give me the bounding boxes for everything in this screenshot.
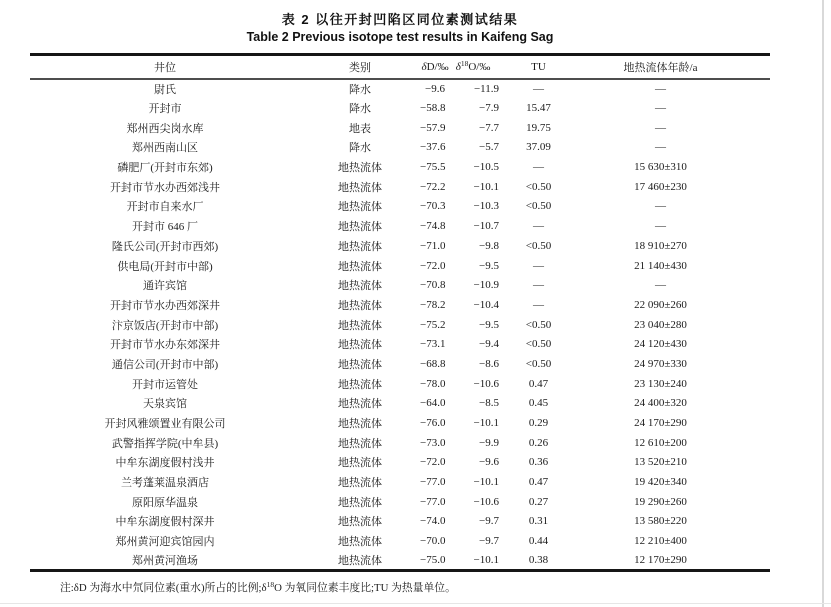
age-cell: — — [655, 102, 666, 115]
table-row — [30, 512, 770, 532]
tu-cell: — — [533, 220, 544, 233]
category-cell: 地热流体 — [338, 221, 382, 234]
tu-cell: — — [533, 259, 544, 272]
tu-cell: 0.36 — [528, 456, 549, 469]
age-cell: 22 090±260 — [634, 298, 687, 311]
page-edge-vertical-line — [822, 0, 824, 607]
delta-d-cell: −73.0 — [420, 436, 446, 449]
age-cell: 23 130±240 — [634, 377, 687, 390]
delta-d-cell: −75.5 — [420, 161, 446, 174]
category-cell: 地热流体 — [338, 496, 382, 509]
isotope-results-table — [30, 53, 770, 572]
tu-cell: 0.31 — [528, 515, 549, 528]
category-cell: 地热流体 — [338, 555, 382, 568]
age-cell: 21 140±430 — [634, 259, 687, 272]
tu-cell: 0.38 — [528, 554, 549, 567]
well-cell: 中牟东湖度假村浅井 — [115, 457, 215, 470]
tu-cell: 0.27 — [528, 495, 549, 508]
delta-o18-cell: −10.3 — [473, 200, 499, 213]
header-delta-d: δD/‰ — [420, 55, 450, 79]
header-delta-o18: $\delta^{18}O/‰$ — [450, 55, 502, 79]
delta-d-cell: −71.0 — [420, 239, 446, 252]
delta-o18-cell: −9.7 — [479, 515, 499, 528]
delta-d-cell: −68.8 — [420, 357, 446, 370]
well-cell: 通许宾馆 — [143, 280, 187, 293]
well-cell: 开封市自来水厂 — [126, 201, 204, 214]
delta-d-cell: −72.2 — [420, 180, 446, 193]
age-cell: — — [655, 279, 666, 292]
category-cell: 降水 — [349, 83, 371, 96]
delta-o18-cell: −9.8 — [479, 239, 499, 252]
table-row — [30, 295, 770, 315]
footnote-post: O 为氧同位素丰度比;TU 为热量单位。 — [274, 582, 456, 594]
delta-d-cell: −73.1 — [420, 338, 446, 351]
well-cell: 郑州西尖岗水库 — [126, 122, 204, 135]
delta-o18-cell: −5.7 — [479, 141, 499, 154]
tu-cell: <0.50 — [525, 318, 552, 331]
category-cell: 地热流体 — [338, 260, 382, 273]
delta-d-cell: −75.0 — [420, 554, 446, 567]
age-cell: 17 460±230 — [634, 180, 687, 193]
tu-cell: 0.26 — [528, 436, 549, 449]
delta-o18-cell: −8.6 — [479, 357, 499, 370]
table-header-row — [30, 55, 770, 79]
tu-cell: <0.50 — [525, 239, 552, 252]
category-cell: 地热流体 — [338, 201, 382, 214]
age-cell: 24 970±330 — [634, 357, 687, 370]
delta-d-cell: −77.0 — [420, 476, 446, 489]
delta-d-cell: −64.0 — [420, 397, 446, 410]
tu-cell: — — [533, 161, 544, 174]
tu-cell: <0.50 — [525, 357, 552, 370]
delta-d-cell: −74.0 — [420, 515, 446, 528]
delta-d-cell: −57.9 — [420, 121, 446, 134]
table-row — [30, 394, 770, 414]
table-row — [30, 275, 770, 295]
tu-cell: 0.45 — [528, 397, 549, 410]
delta-o18-cell: −9.7 — [479, 535, 499, 548]
category-cell: 地热流体 — [338, 536, 382, 549]
delta-d-cell: −75.2 — [420, 318, 446, 331]
category-cell: 地热流体 — [338, 477, 382, 490]
tu-cell: — — [533, 82, 544, 95]
delta-d-cell: −74.8 — [420, 220, 446, 233]
category-cell: 地表 — [349, 122, 371, 135]
well-cell: 隆氏公司(开封市西郊) — [111, 240, 219, 253]
delta-o18-cell: −7.9 — [479, 102, 499, 115]
delta-d-cell: −37.6 — [420, 141, 446, 154]
age-cell: — — [655, 121, 666, 134]
category-cell: 降水 — [349, 103, 371, 116]
age-cell: 24 400±320 — [634, 397, 687, 410]
category-cell: 地热流体 — [338, 339, 382, 352]
table-row — [30, 472, 770, 492]
delta-o18-cell: −10.5 — [473, 161, 499, 174]
page-edge-horizontal-line — [0, 603, 831, 604]
delta-d-cell: −70.8 — [420, 279, 446, 292]
delta-d-cell: −58.8 — [420, 102, 446, 115]
delta-o18-cell: −9.9 — [479, 436, 499, 449]
table-row — [30, 256, 770, 276]
footnote-superscript: 18 — [266, 580, 275, 589]
delta-o18-cell: −10.1 — [473, 476, 499, 489]
category-cell: 地热流体 — [338, 516, 382, 529]
table-body — [30, 79, 770, 571]
delta-o18-cell: −8.5 — [479, 397, 499, 410]
age-cell: — — [655, 82, 666, 95]
age-cell: — — [655, 220, 666, 233]
age-cell: 18 910±270 — [634, 239, 687, 252]
delta-d-cell: −72.0 — [420, 259, 446, 272]
category-cell: 地热流体 — [338, 437, 382, 450]
age-cell: 24 120±430 — [634, 338, 687, 351]
delta-d-cell: −76.0 — [420, 417, 446, 430]
footnote-pre: 注:δD 为海水中氘同位素(重水)所占的比例;δ — [60, 582, 267, 594]
delta-o18-cell: −10.4 — [473, 298, 499, 311]
tu-cell: — — [533, 279, 544, 292]
age-cell: 23 040±280 — [634, 318, 687, 331]
category-cell: 地热流体 — [338, 240, 382, 253]
tu-cell: 0.47 — [528, 377, 549, 390]
well-cell: 磷肥厂(开封市东郊) — [117, 162, 213, 175]
table-row — [30, 334, 770, 354]
tu-cell: <0.50 — [525, 180, 552, 193]
header-tu: TU — [502, 55, 575, 79]
table-footnote — [60, 580, 456, 595]
well-cell: 天泉宾馆 — [143, 398, 187, 411]
tu-cell: 0.47 — [528, 476, 549, 489]
delta-o18-cell: −9.4 — [479, 338, 499, 351]
delta-d-cell: −9.6 — [425, 82, 445, 95]
header-well: 井位 — [30, 55, 300, 79]
well-cell: 开封市节水办西郊浅井 — [110, 181, 220, 194]
tu-cell: 0.44 — [528, 535, 549, 548]
age-cell: — — [655, 200, 666, 213]
header-category: 类别 — [300, 55, 420, 79]
well-cell: 郑州黄河渔场 — [132, 555, 198, 568]
age-cell: — — [655, 141, 666, 154]
tu-cell: 37.09 — [526, 141, 551, 154]
table-row — [30, 138, 770, 158]
age-cell: 13 520±210 — [634, 456, 687, 469]
table-row — [30, 177, 770, 197]
well-cell: 武警指挥学院(中牟县) — [111, 437, 219, 450]
tu-cell: 15.47 — [526, 102, 551, 115]
age-cell: 13 580±220 — [634, 515, 687, 528]
category-cell: 地热流体 — [338, 457, 382, 470]
delta-d-cell: −78.2 — [420, 298, 446, 311]
delta-o18-cell: −10.1 — [473, 554, 499, 567]
age-cell: 19 420±340 — [634, 476, 687, 489]
age-cell: 12 610±200 — [634, 436, 687, 449]
tu-cell: <0.50 — [525, 338, 552, 351]
table-row — [30, 315, 770, 335]
category-cell: 地热流体 — [338, 181, 382, 194]
category-cell: 地热流体 — [338, 418, 382, 431]
delta-d-cell: −70.0 — [420, 535, 446, 548]
well-cell: 原阳原华温泉 — [132, 496, 198, 509]
category-cell: 地热流体 — [338, 358, 382, 371]
delta-o18-cell: −11.9 — [473, 82, 499, 95]
well-cell: 郑州西南山区 — [132, 142, 198, 155]
delta-o18-cell: −7.7 — [479, 121, 499, 134]
category-cell: 降水 — [349, 142, 371, 155]
delta-o18-cell: −9.5 — [479, 259, 499, 272]
age-cell: 19 290±260 — [634, 495, 687, 508]
table-row — [30, 236, 770, 256]
category-cell: 地热流体 — [338, 299, 382, 312]
table-row — [30, 551, 770, 571]
table-row — [30, 118, 770, 138]
delta-d-cell: −70.3 — [420, 200, 446, 213]
age-cell: 12 210±400 — [634, 535, 687, 548]
table-row — [30, 453, 770, 473]
well-cell: 郑州黄河迎宾馆园内 — [115, 536, 215, 549]
category-cell: 地热流体 — [338, 398, 382, 411]
age-cell: 12 170±290 — [634, 554, 687, 567]
tu-cell: <0.50 — [525, 200, 552, 213]
table-row — [30, 216, 770, 236]
well-cell: 开封市 — [148, 103, 182, 116]
age-cell: 15 630±310 — [634, 161, 687, 174]
well-cell: 尉氏 — [154, 83, 176, 96]
table-row — [30, 374, 770, 394]
category-cell: 地热流体 — [338, 319, 382, 332]
table-row — [30, 433, 770, 453]
well-cell: 汴京饭店(开封市中部) — [111, 319, 219, 332]
well-cell: 中牟东湖度假村深井 — [115, 516, 215, 529]
tu-cell: 19.75 — [526, 121, 551, 134]
age-cell: 24 170±290 — [634, 417, 687, 430]
table-row — [30, 354, 770, 374]
table-row — [30, 492, 770, 512]
table-title-chinese: 表 2 以往开封凹陷区同位素测试结果 — [281, 12, 519, 27]
well-cell: 开封市节水办西郊深井 — [110, 299, 220, 312]
table-row — [30, 79, 770, 99]
delta-o18-cell: −10.6 — [473, 495, 499, 508]
tu-cell: — — [533, 298, 544, 311]
well-cell: 开封市 646 厂 — [132, 221, 198, 234]
table-title-english: Table 2 Previous isotope test results in Kaifeng Sag — [246, 30, 554, 44]
well-cell: 供电局(开封市中部) — [117, 260, 213, 273]
header-fluid-age: 地热流体年龄/a — [575, 55, 770, 79]
table-row — [30, 197, 770, 217]
delta-o18-cell: −9.5 — [479, 318, 499, 331]
table-row — [30, 413, 770, 433]
table-row — [30, 531, 770, 551]
well-cell: 开封市运管处 — [132, 378, 198, 391]
category-cell: 地热流体 — [338, 378, 382, 391]
table-row — [30, 98, 770, 118]
delta-o18-cell: −10.9 — [473, 279, 499, 292]
delta-o18-cell: −10.1 — [473, 180, 499, 193]
delta-o18-cell: −10.1 — [473, 417, 499, 430]
delta-o18-cell: −10.6 — [473, 377, 499, 390]
tu-cell: 0.29 — [528, 417, 549, 430]
delta-d-cell: −77.0 — [420, 495, 446, 508]
delta-d-cell: −78.0 — [420, 377, 446, 390]
delta-o18-cell: −9.6 — [479, 456, 499, 469]
well-cell: 通信公司(开封市中部) — [111, 358, 219, 371]
well-cell: 兰考蓬莱温泉酒店 — [121, 477, 209, 490]
category-cell: 地热流体 — [338, 162, 382, 175]
table-row — [30, 157, 770, 177]
category-cell: 地热流体 — [338, 280, 382, 293]
well-cell: 开封市节水办东郊深井 — [110, 339, 220, 352]
delta-o18-cell: −10.7 — [473, 220, 499, 233]
well-cell: 开封风雅颂置业有限公司 — [104, 418, 226, 431]
delta-d-cell: −72.0 — [420, 456, 446, 469]
